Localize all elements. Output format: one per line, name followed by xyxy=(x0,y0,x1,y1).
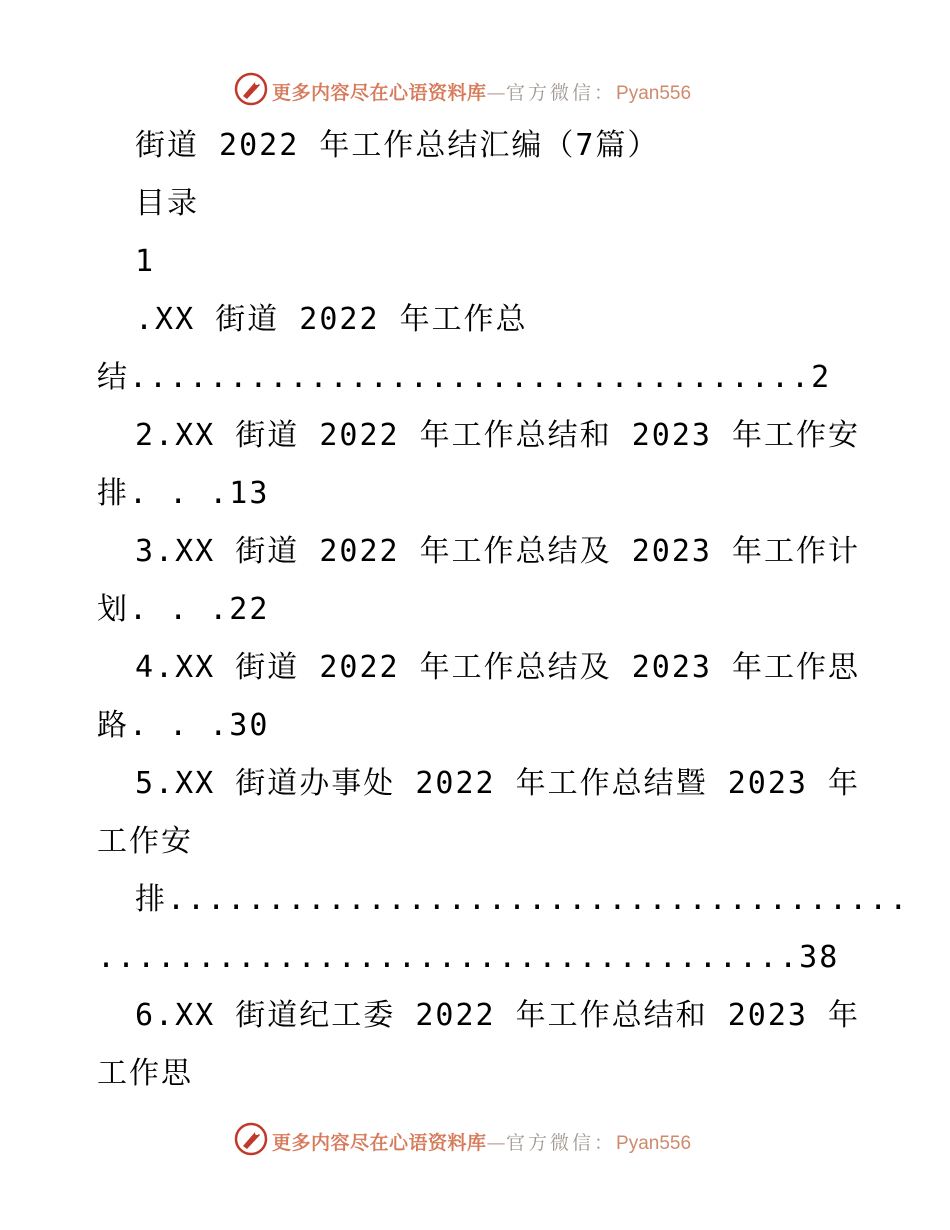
document-title: 街道 2022 年工作总结汇编（7篇） xyxy=(135,128,660,163)
toc-line: 4.XX 街道 2022 年工作总结及 2023 年工作思 xyxy=(135,650,861,685)
toc-line: 工作安 xyxy=(97,824,193,859)
toc-line: 3.XX 街道 2022 年工作总结及 2023 年工作计 xyxy=(135,534,861,569)
toc-line: ...................................38 xyxy=(97,940,840,975)
banner-title: 更多内容尽在心语资料库 xyxy=(272,1132,487,1154)
pen-nib-logo-icon xyxy=(234,72,268,106)
toc-line: 排. . .13 xyxy=(97,476,270,511)
banner-wechat-id: Pyan556 xyxy=(616,83,692,104)
toc-line: 6.XX 街道纪工委 2022 年工作总结和 2023 年 xyxy=(135,998,861,1033)
banner-title: 更多内容尽在心语资料库 xyxy=(272,82,487,104)
toc-line: 工作思 xyxy=(97,1056,193,1091)
banner-wechat-id: Pyan556 xyxy=(616,1133,692,1154)
pen-nib-logo-icon xyxy=(234,1122,268,1156)
banner-separator: — xyxy=(486,1132,507,1154)
banner-wechat-label: 官方微信： xyxy=(506,1132,617,1154)
banner-text xyxy=(272,1128,691,1155)
header-banner xyxy=(0,70,950,110)
footer-banner xyxy=(0,1120,950,1160)
toc-line: 结..................................2 xyxy=(97,360,832,395)
toc-line: 划. . .22 xyxy=(97,592,270,627)
toc-line: 路. . .30 xyxy=(97,708,270,743)
banner-wechat-label: 官方微信： xyxy=(506,82,617,104)
toc-line: .XX 街道 2022 年工作总 xyxy=(135,302,528,337)
banner-separator: — xyxy=(486,82,507,104)
toc-heading: 目录 xyxy=(135,186,199,221)
toc-line: 1 xyxy=(135,244,156,279)
toc-line: 5.XX 街道办事处 2022 年工作总结暨 2023 年 xyxy=(135,766,861,801)
toc-line: 排..................................... xyxy=(135,882,910,917)
banner-text xyxy=(272,78,691,105)
toc-line: 2.XX 街道 2022 年工作总结和 2023 年工作安 xyxy=(135,418,861,453)
